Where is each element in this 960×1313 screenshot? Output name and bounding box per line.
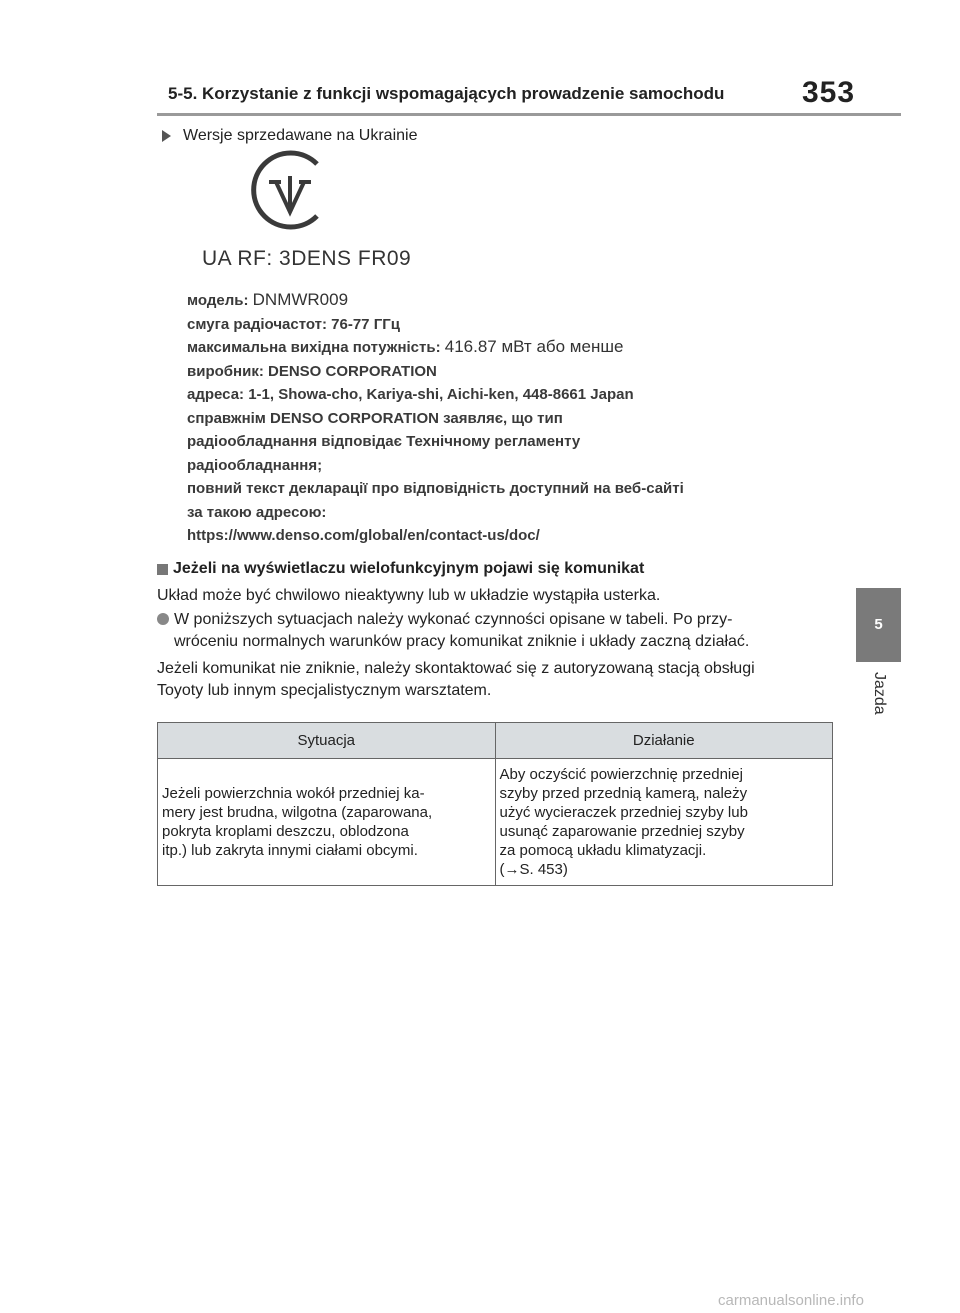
- chapter-side-label: Jazda: [871, 672, 888, 715]
- section-heading: [157, 560, 644, 578]
- cert-line: повний текст декларації про відповідність доступний на веб-сайті: [187, 480, 684, 497]
- watermark: carmanualsonline.info: [718, 1292, 864, 1309]
- cert-line: за такою адресою:: [187, 503, 327, 521]
- sub-heading: [162, 127, 417, 145]
- cert-line: виробник: DENSO CORPORATION: [187, 362, 437, 380]
- chapter-side-tab: [856, 588, 901, 662]
- section-heading-text: Jeżeli na wyświetlaczu wielofunkcyjnym pojawi się komunikat: [173, 560, 645, 577]
- table-header-row: [158, 723, 833, 759]
- page-reference-link[interactable]: (→S. 453): [499, 861, 568, 878]
- circle-bullet-icon: [157, 613, 169, 625]
- cert-line: модель: DNMWR009: [187, 290, 349, 309]
- cert-line: радіообладнання;: [187, 456, 323, 474]
- paragraph: Toyoty lub innym specjalistycznym warsztatem.: [157, 682, 492, 699]
- paragraph: Jeżeli komunikat nie zniknie, należy skontaktować się z autoryzowaną stacją obsługi: [157, 660, 755, 677]
- situation-action-table: [157, 722, 833, 886]
- triangle-bullet-icon: [162, 130, 171, 142]
- sub-heading-text: Wersje sprzedawane na Ukrainie: [183, 127, 418, 144]
- bullet-item: W poniższych sytuacjach należy wykonać czynności opisane w tabeli. Po przy-: [157, 609, 732, 631]
- cert-line: адреса: 1-1, Showa-cho, Kariya-shi, Aichi-ken, 448-8661 Japan: [187, 386, 634, 403]
- cert-line: максимальна вихідна потужність: 416.87 мВт або менше: [187, 337, 624, 356]
- cert-line: справжнім DENSO CORPORATION заявляє, що тип: [187, 409, 563, 427]
- page-number: 353: [802, 76, 856, 109]
- certificate-text: [187, 290, 787, 549]
- table-cell-action: Aby oczyścić powierzchnię przedniej szyby przed przednią kamerą, należy użyć wycieraczek przedniej szyby lub usunąć zaparowanie przedniej szyby za pomocą układu klimatyzacji. (→S. 453): [495, 759, 833, 886]
- cert-line: https://www.denso.com/global/en/contact-us/doc/: [187, 527, 540, 544]
- column-header: Działanie: [495, 723, 833, 759]
- bullet-item-continuation: wróceniu normalnych warunków pracy komunikat zniknie i układy zaczną działać.: [174, 633, 750, 650]
- table-cell-situation: Jeżeli powierzchnia wokół przedniej ka- mery jest brudna, wilgotna (zaparowana, pokryta kroplami deszczu, oblodzona itp.) lub zakryta innymi ciałami obcymi.: [158, 759, 496, 886]
- cert-line: радіообладнання відповідає Технічному регламенту: [187, 433, 581, 450]
- ua-rf-code: UA RF: 3DENS FR09: [202, 247, 412, 270]
- paragraph: Układ może być chwilowo nieaktywny lub w układzie wystąpiła usterka.: [157, 587, 661, 604]
- column-header: Sytuacja: [158, 723, 496, 759]
- header-title: 5-5. Korzystanie z funkcji wspomagających prowadzenie samochodu: [168, 84, 725, 103]
- chapter-number: 5: [874, 616, 883, 633]
- cert-line: смуга радіочастот: 76-77 ГГц: [187, 315, 400, 333]
- table-row: [158, 759, 833, 886]
- square-bullet-icon: [157, 564, 168, 575]
- header-rule: [157, 113, 901, 116]
